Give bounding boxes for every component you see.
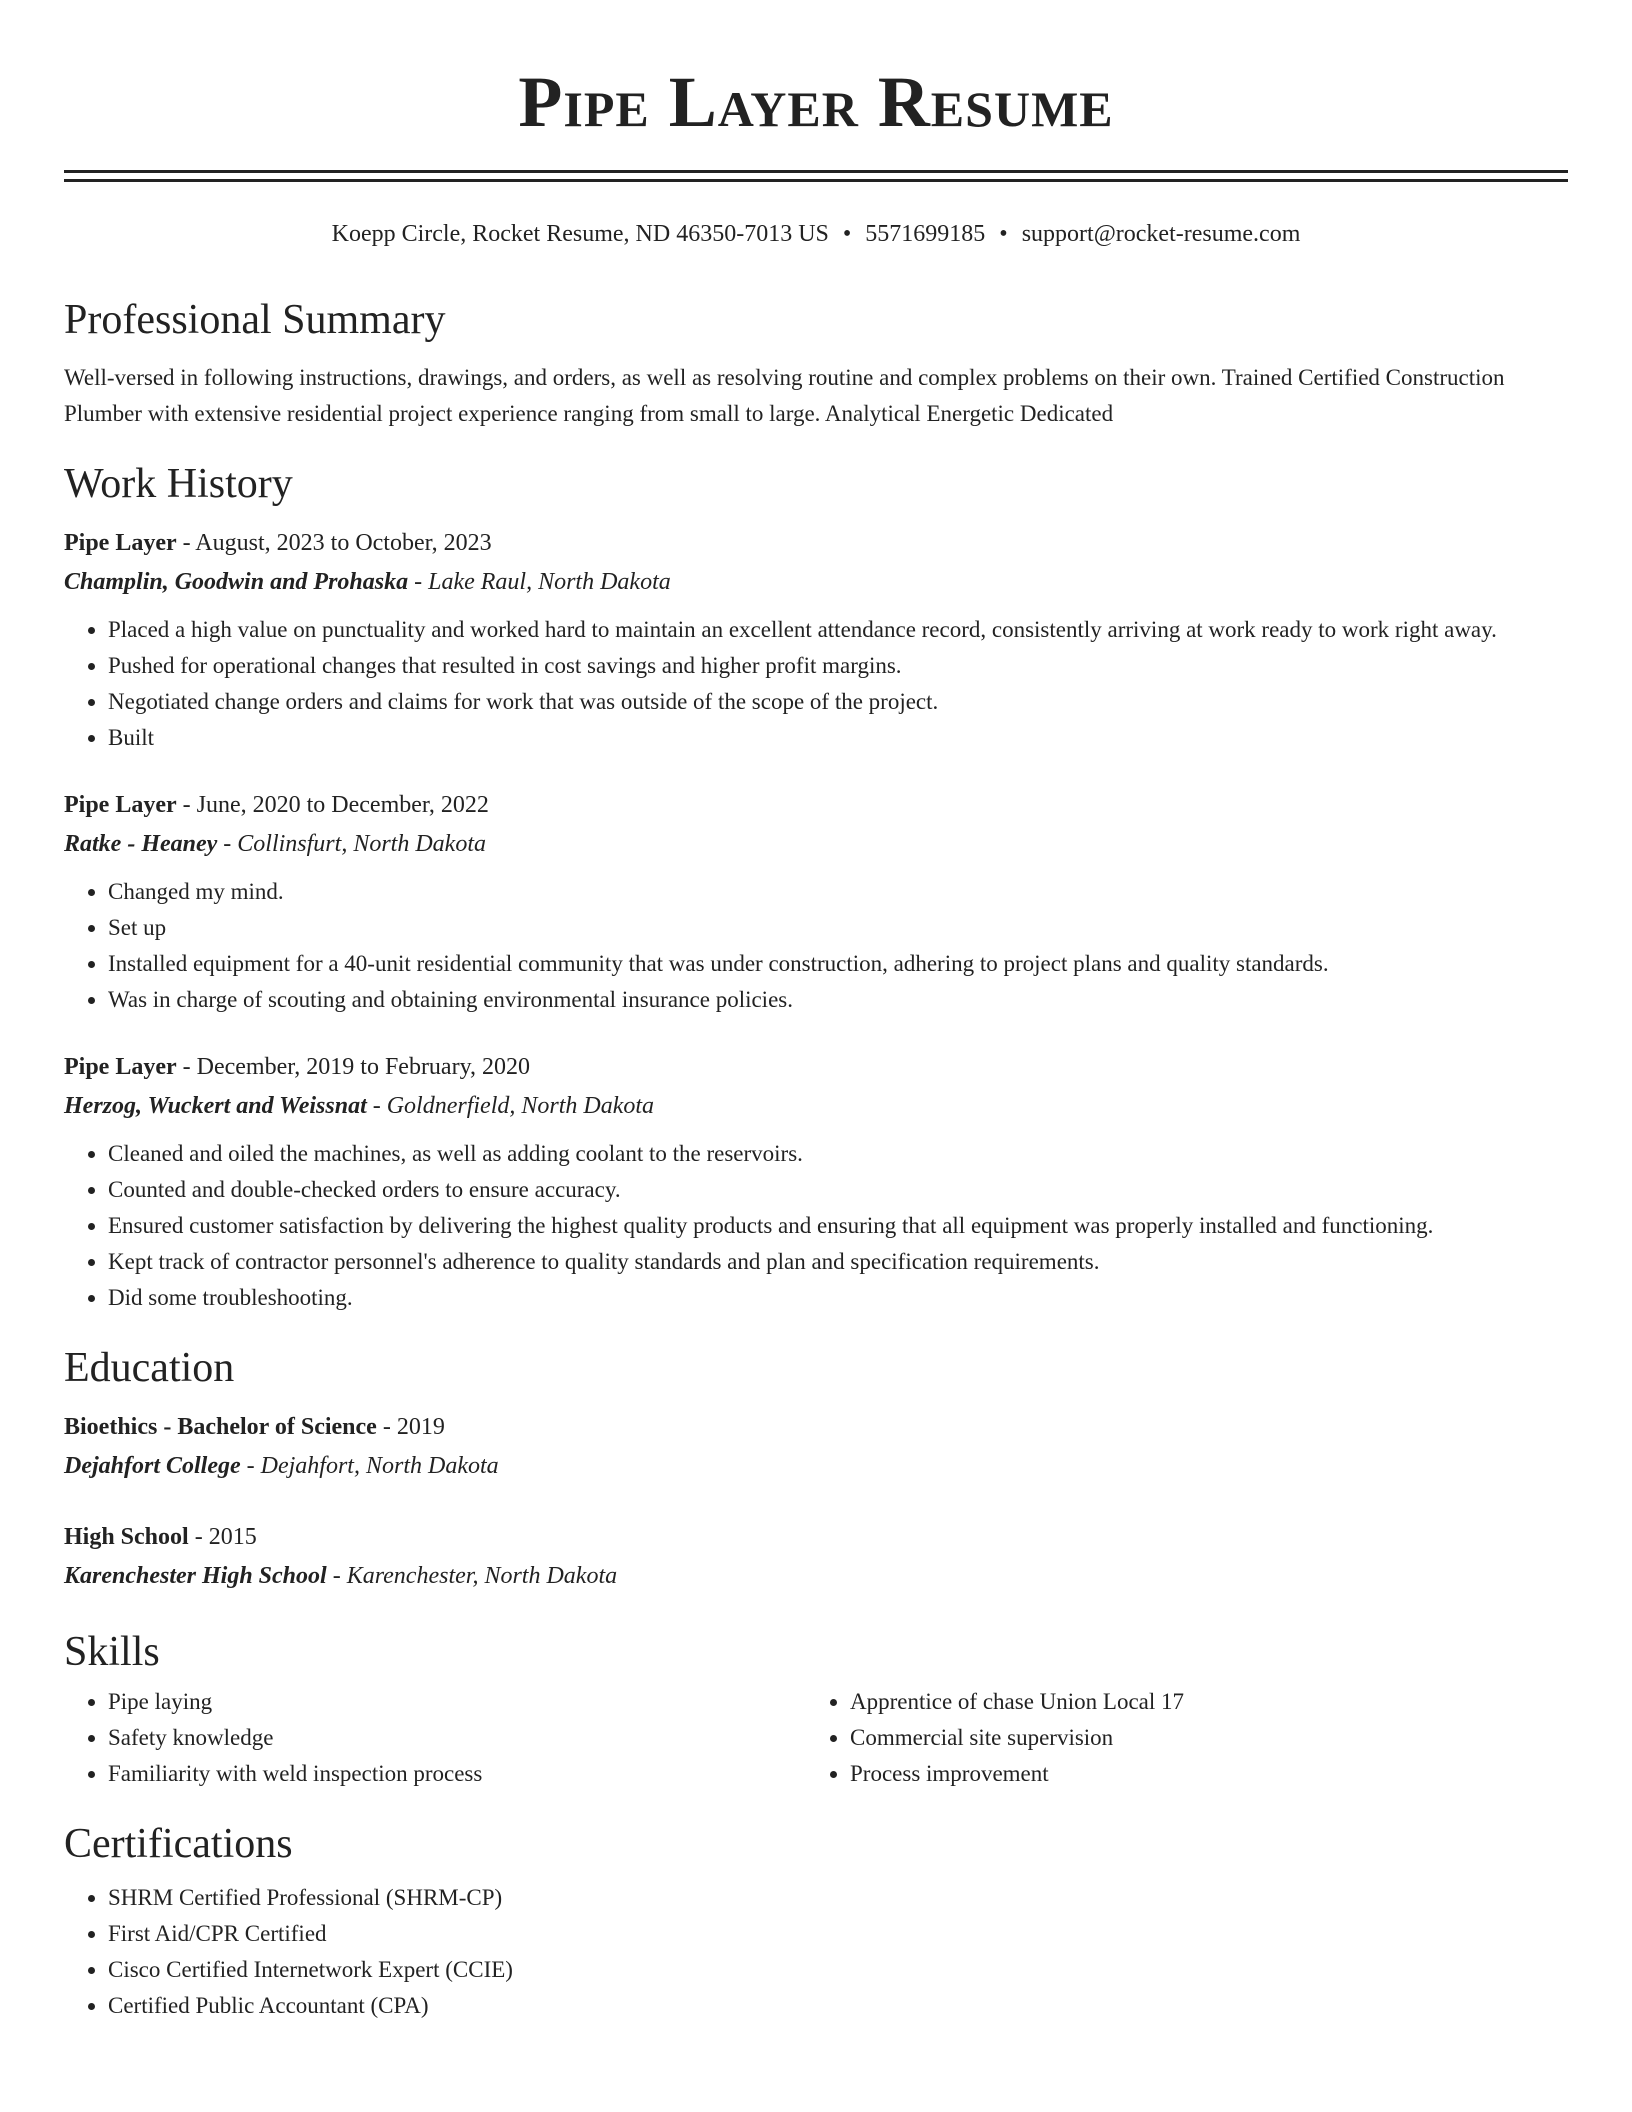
list-item: • First Aid/CPR Certified — [108, 1916, 1568, 1952]
list-item: • Familiarity with weld inspection process — [108, 1756, 806, 1792]
list-item: • Process improvement — [850, 1756, 1548, 1792]
education-heading: Education — [64, 1345, 235, 1391]
contact-line — [64, 218, 1568, 250]
contact-separator: • — [842, 221, 852, 247]
job-location: - Goldnerfield, North Dakota — [372, 1093, 655, 1119]
degree-name: High School — [64, 1524, 189, 1550]
job-location: - Lake Raul, North Dakota — [414, 569, 671, 595]
list-item: • Installed equipment for a 40-unit residential community that was under construction, adhering to project plans and quality standards. — [108, 946, 1568, 982]
degree-year: - 2019 — [382, 1414, 445, 1440]
work-entry — [64, 786, 1568, 1018]
list-item: • Changed my mind. — [108, 874, 1568, 910]
school-line — [64, 1446, 1568, 1486]
title-rule-bottom — [64, 179, 1568, 182]
list-item: • Cisco Certified Internetwork Expert (CCIE) — [108, 1952, 1568, 1988]
list-item: • SHRM Certified Professional (SHRM-CP) — [108, 1880, 1568, 1916]
list-item: • Apprentice of chase Union Local 17 — [850, 1684, 1548, 1720]
list-item: • Certified Public Accountant (CPA) — [108, 1988, 1568, 2024]
list-item: • Did some troubleshooting. — [108, 1280, 1568, 1316]
list-item: • Commercial site supervision — [850, 1720, 1548, 1756]
job-company: Herzog, Wuckert and Weissnat — [64, 1093, 367, 1119]
school-name: Dejahfort College — [64, 1453, 241, 1479]
document-title: Pipe Layer Resume — [518, 62, 1114, 142]
summary-heading: Professional Summary — [64, 297, 446, 343]
job-role: Pipe Layer — [64, 1054, 177, 1080]
school-location: - Dejahfort, North Dakota — [246, 1453, 499, 1479]
contact-separator: • — [999, 221, 1008, 247]
degree-line — [64, 1408, 1568, 1446]
list-item: • Placed a high value on punctuality and worked hard to maintain an excellent attendance record, consistently arriving at work ready to work right away. — [108, 612, 1568, 648]
list-item: • Pushed for operational changes that resulted in cost savings and higher profit margins. — [108, 648, 1568, 684]
degree-name: Bioethics - Bachelor of Science — [64, 1414, 377, 1440]
degree-line — [64, 1518, 1568, 1556]
skills-column-left — [64, 1684, 806, 1792]
work-entry — [64, 524, 1568, 756]
job-role: Pipe Layer — [64, 530, 177, 556]
list-item: • Kept track of contractor personnel's adherence to quality standards and plan and specification requirements. — [108, 1244, 1568, 1280]
job-company-line — [64, 824, 1568, 864]
job-dates: - August, 2023 to October, 2023 — [182, 530, 492, 556]
job-header — [64, 524, 1568, 562]
job-header — [64, 786, 1568, 824]
list-item: • Pipe laying — [108, 1684, 806, 1720]
job-dates: - June, 2020 to December, 2022 — [182, 792, 489, 818]
certifications-list — [64, 1880, 1568, 2024]
list-item: • Was in charge of scouting and obtaining environmental insurance policies. — [108, 982, 1568, 1018]
list-item: • Counted and double-checked orders to ensure accuracy. — [108, 1172, 1568, 1208]
job-dates: - December, 2019 to February, 2020 — [182, 1054, 531, 1080]
work-history-heading: Work History — [64, 461, 293, 507]
work-entry — [64, 1048, 1568, 1316]
contact-email: support@rocket-resume.com — [1021, 221, 1301, 247]
job-bullets — [64, 612, 1568, 756]
title-rule-top — [64, 170, 1568, 173]
job-company: Ratke - Heaney — [64, 831, 218, 857]
job-bullets — [64, 1136, 1568, 1316]
job-header — [64, 1048, 1568, 1086]
school-name: Karenchester High School — [64, 1563, 327, 1589]
skills-heading: Skills — [64, 1629, 160, 1675]
degree-year: - 2015 — [194, 1524, 257, 1550]
list-item: • Negotiated change orders and claims for work that was outside of the scope of the project. — [108, 684, 1568, 720]
certifications-heading: Certifications — [64, 1821, 293, 1867]
resume-page — [64, 0, 1568, 2024]
contact-address: Koepp Circle, Rocket Resume, ND 46350-7013 US — [331, 221, 829, 247]
job-role: Pipe Layer — [64, 792, 177, 818]
list-item: • Safety knowledge — [108, 1720, 806, 1756]
job-company-line — [64, 562, 1568, 602]
job-bullets — [64, 874, 1568, 1018]
list-item: • Ensured customer satisfaction by delivering the highest quality products and ensuring that all equipment was properly installed and functioning. — [108, 1208, 1568, 1244]
school-line — [64, 1556, 1568, 1596]
list-item: • Set up — [108, 910, 1568, 946]
skills-columns — [64, 1684, 1568, 1792]
list-item: • Cleaned and oiled the machines, as well as adding coolant to the reservoirs. — [108, 1136, 1568, 1172]
school-location: - Karenchester, North Dakota — [332, 1563, 618, 1589]
skills-column-right — [806, 1684, 1548, 1792]
list-item: • Built — [108, 720, 1568, 756]
education-entry — [64, 1408, 1568, 1486]
job-company-line — [64, 1086, 1568, 1126]
summary-text: Well-versed in following instructions, drawings, and orders, as well as resolving routine and complex problems on their own. Trained Certified Construction Plumber with extensive residential project experience ranging from small to large. Analytical Energetic Dedicated — [64, 365, 1505, 426]
contact-phone: 5571699185 — [865, 221, 986, 247]
job-location: - Collinsfurt, North Dakota — [223, 831, 486, 857]
education-entry — [64, 1518, 1568, 1596]
job-company: Champlin, Goodwin and Prohaska — [64, 569, 409, 595]
